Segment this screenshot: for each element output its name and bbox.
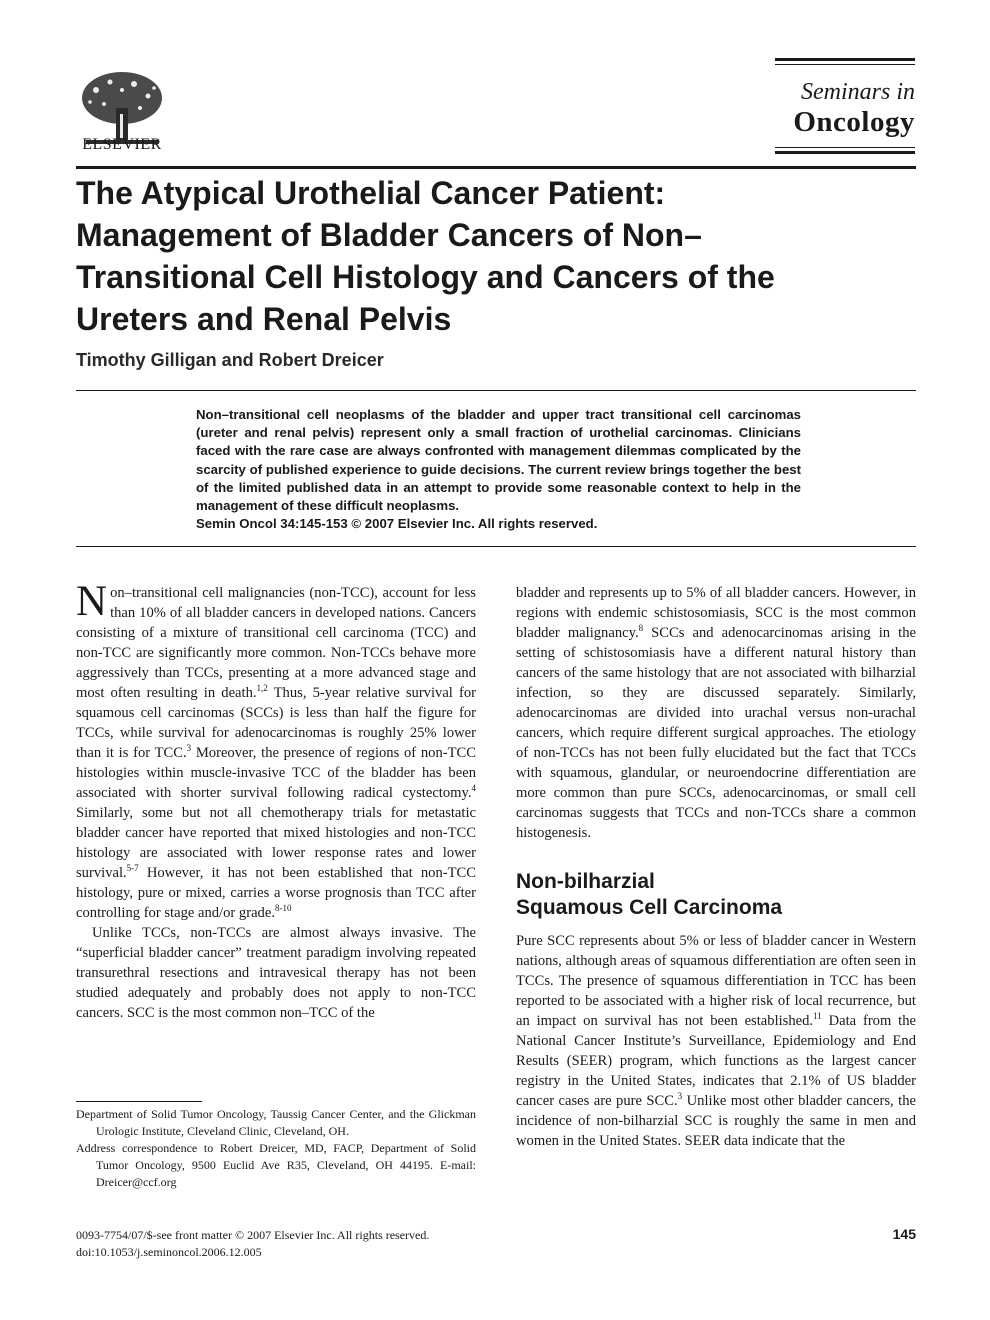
abstract-text: Non–transitional cell neoplasms of the bladder and upper tract transitional cell carcinomas (ureter and renal pelvis) represent only a small fraction of urothelial carcinomas. Clinicians faced with the rare case are always confronted with management dilemmas complicated by the scarcity of published experience to guide decisions. The current review brings together the best of the limited published data in an attempt to provide some reasonable context to help in the management of these difficult neoplasms.	[196, 407, 801, 514]
masthead-rule	[775, 64, 915, 65]
reference-link[interactable]: 11	[813, 1011, 822, 1021]
abstract-citation: Semin Oncol 34:145-153 © 2007 Elsevier Inc. All rights reserved.	[196, 516, 598, 532]
reference-link[interactable]: 4	[471, 783, 476, 793]
page-number: 145	[892, 1226, 916, 1242]
reference-link[interactable]: 5-7	[126, 863, 139, 873]
reference-link[interactable]: 8	[638, 623, 644, 633]
reference-link[interactable]: 8-10	[274, 903, 292, 913]
journal-name-line1: Seminars in	[801, 79, 915, 105]
paragraph: Non–transitional cell malignancies (non-TCC), account for less than 10% of all bladder cancers in developed nations. Cancers consisting of a mixture of transitional cell carcinoma (TCC) and non-TCC are significantly more common. Non-TCCs behave more aggressively than TCCs, presenting at a more advanced stage and most often resulting in death.$^{1,2}$ Thus, 5-year relative survival for squamous cell carcinomas (SCCs) is less than half the figure for TCCs, while survival for adenocarcinomas is roughly 25% lower than it is for TCC.$^3$ Moreover, the presence of regions of non-TCC histologies within muscle-invasive TCC of the bladder has been associated with shorter survival following radical cystectomy.$^4$ Similarly, some but not all chemotherapy trials for metastatic bladder cancer have reported that mixed histologies and non-TCC histology are associated with lower response rates and lower survival.$^{5-7}$ However, it has not been established that non-TCC histology, pure or mixed, carries a worse prognosis than TCC after controlling for stage and/or grade.$^{8-10}$	[76, 578, 477, 921]
reference-link[interactable]: 1,2	[256, 683, 268, 693]
drop-cap: N	[76, 578, 108, 625]
body-column-right	[516, 583, 916, 1151]
copyright-line: 0093-7754/07/$-see front matter © 2007 Elsevier Inc. All rights reserved.	[76, 1228, 430, 1242]
paragraph: Pure SCC represents about 5% or less of bladder cancer in Western nations, although areas of squamous differentiation are often seen in TCCs. The presence of squamous differentiation in TCC has been reported to be associated with a higher risk of local recurrence, but an impact on survival has not been established.$^{11}$ Data from the National Cancer Institute’s Surveillance, Epidemiology and End Results (SEER) program, which functions as the largest cancer registry in the United States, indicates that 2.1% of US bladder cancer cases are pure SCC.$^3$ Unlike most other bladder cancers, the incidence of non-bilharzial SCC is roughly the same in men and women in the United States. SEER data indicate that the	[516, 933, 916, 1149]
abstract	[196, 406, 801, 533]
body-column-left	[76, 578, 477, 1023]
masthead-rule	[775, 58, 915, 61]
article-title: The Atypical Urothelial Cancer Patient: Management of Bladder Cancers of Non–Transitional Cell Histology and Cancers of the Ureters and Renal Pelvis	[76, 175, 775, 337]
footnote-rule	[76, 1101, 202, 1102]
correspondence-note: Address correspondence to Robert Dreicer, MD, FACP, Department of Solid Tumor Oncology, 9500 Euclid Ave R35, Cleveland, OH 44195. E-mail: Dreicer@ccf.org	[76, 1141, 476, 1189]
abstract-top-rule	[76, 390, 916, 391]
paragraph: bladder and represents up to 5% of all bladder cancers. However, in regions with endemic schistosomiasis, SCC is the most common bladder malignancy.$^8$ SCCs and adenocarcinomas arising in the setting of schistosomiasis have a different natural history than cancers of the same histology that are not associated with bilharzial infection, so they are discussed separately. Similarly, adenocarcinomas are divided into urachal versus non-urachal cancers, which require different surgical approaches. The etiology of non-TCCs has not been fully elucidated but the fact that TCCs with squamous, glandular, or neuroendocrine differentiation are more common than pure SCCs, adenocarcinomas, or small cell carcinomas suggests that TCCs and non-TCCs share a common histogenesis.	[516, 585, 916, 841]
journal-name-line2: Oncology	[793, 106, 915, 138]
article-authors: Timothy Gilligan and Robert Dreicer	[76, 350, 384, 370]
masthead-rule	[775, 151, 915, 154]
journal-masthead	[775, 58, 915, 154]
abstract-bottom-rule	[76, 546, 916, 547]
masthead-rule	[775, 147, 915, 148]
reference-link[interactable]: 3	[186, 743, 192, 753]
section-heading: Non-bilharzial Squamous Cell Carcinoma	[516, 870, 783, 919]
page-footer	[76, 1227, 429, 1261]
doi-link[interactable]: doi:10.1053/j.seminoncol.2006.12.005	[76, 1245, 262, 1259]
affiliation-note: Department of Solid Tumor Oncology, Taussig Cancer Center, and the Glickman Urologic Institute, Cleveland Clinic, Cleveland, OH.	[76, 1107, 476, 1138]
header-rule	[76, 166, 916, 169]
publisher-name: ELSEVIER	[82, 136, 162, 153]
footnotes	[76, 1106, 476, 1191]
reference-link[interactable]: 3	[677, 1091, 683, 1101]
paragraph: Unlike TCCs, non-TCCs are almost always invasive. The “superficial bladder cancer” treatment paradigm involving repeated transurethral resections and intravesical therapy has not been studied adequately and probably does not apply to non-TCC cancers. SCC is the most common non–TCC of the	[76, 925, 476, 1021]
